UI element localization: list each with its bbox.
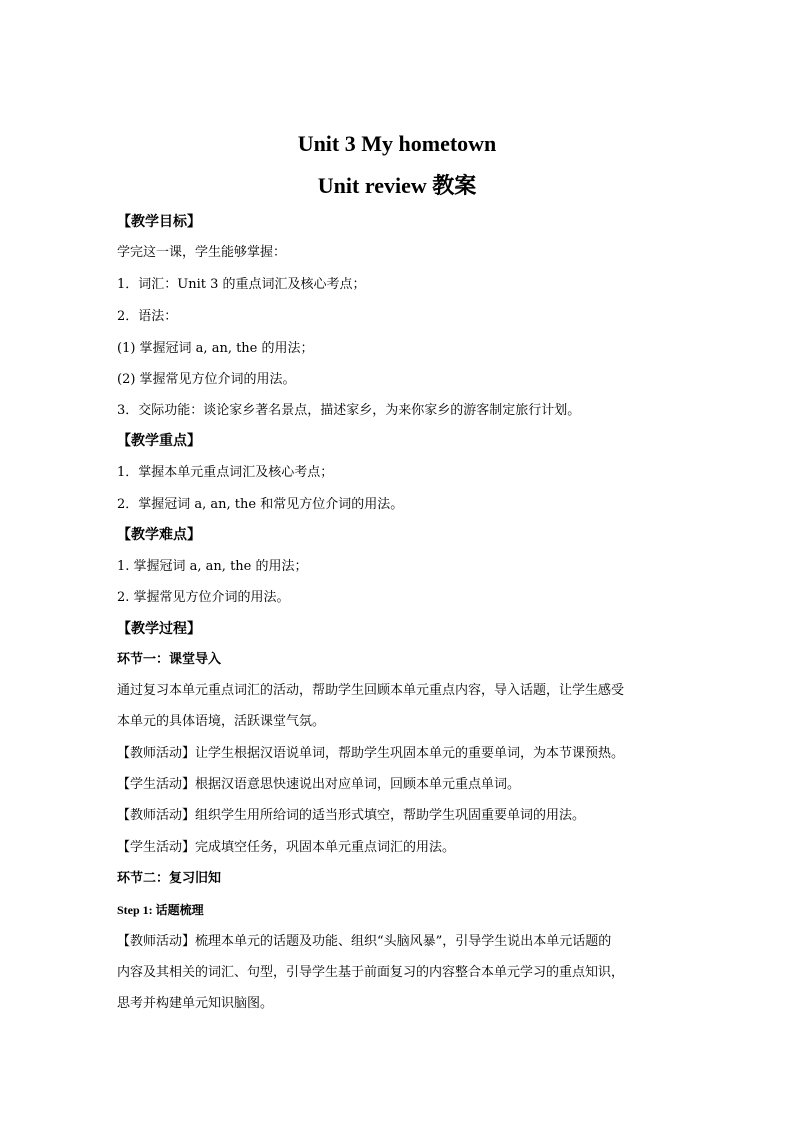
stage-1-teacher-activity-2: 【教师活动】组织学生用所给词的适当形式填空，帮助学生巩固重要单词的用法。 (117, 808, 586, 823)
key-point-1: 1．掌握本单元重点词汇及核心考点； (117, 465, 334, 480)
stage-1-student-activity-1: 【学生活动】根据汉语意思快速说出对应单词，回顾本单元重点单词。 (117, 777, 521, 792)
section-heading-process: 【教学过程】 (117, 621, 201, 637)
objective-grammar-prepositions: (2) 掌握常见方位介词的用法。 (117, 372, 296, 387)
section-heading-key-points: 【教学重点】 (117, 433, 201, 449)
difficulty-1: 1. 掌握冠词 a, an, the 的用法； (117, 559, 308, 574)
objectives-intro: 学完这一课，学生能够掌握： (117, 245, 287, 260)
section-heading-objectives: 【教学目标】 (117, 214, 201, 230)
stage-2-heading: 环节二：复习旧知 (117, 871, 222, 886)
step-1-teacher-activity-line-2: 内容及其相关的词汇、句型，引导学生基于前面复习的内容整合本单元学习的重点知识， (117, 965, 625, 980)
objective-grammar-articles: (1) 掌握冠词 a, an, the 的用法； (117, 341, 314, 356)
objective-communication: 3．交际功能：谈论家乡著名景点，描述家乡，为来你家乡的游客制定旅行计划。 (117, 403, 581, 418)
key-point-2: 2．掌握冠词 a, an, the 和常见方位介词的用法。 (117, 497, 404, 512)
step-1-teacher-activity-line-1: 【教师活动】梳理本单元的话题及功能、组织“头脑风暴”，引导学生说出本单元话题的 (117, 934, 612, 949)
step-1-heading: Step 1: 话题梳理 (117, 903, 204, 917)
stage-1-teacher-activity-1: 【教师活动】让学生根据汉语说单词，帮助学生巩固本单元的重要单词，为本节课预热。 (117, 746, 625, 761)
stage-1-paragraph-line-1: 通过复习本单元重点词汇的活动，帮助学生回顾本单元重点内容，导入话题，让学生感受 (117, 683, 625, 698)
document-subtitle: Unit review 教案 (317, 173, 477, 198)
stage-1-heading: 环节一：课堂导入 (117, 652, 222, 667)
step-1-teacher-activity-line-3: 思考并构建单元知识脑图。 (117, 996, 274, 1011)
difficulty-2: 2. 掌握常见方位介词的用法。 (117, 590, 290, 605)
stage-1-student-activity-2: 【学生活动】完成填空任务，巩固本单元重点词汇的用法。 (117, 840, 456, 855)
document-title: Unit 3 My hometown (297, 131, 497, 156)
objective-vocabulary: 1．词汇：Unit 3 的重点词汇及核心考点； (117, 277, 366, 292)
objective-grammar: 2．语法： (117, 309, 178, 324)
section-heading-difficulties: 【教学难点】 (117, 527, 201, 543)
stage-1-paragraph-line-2: 本单元的具体语境，活跃课堂气氛。 (117, 714, 326, 729)
